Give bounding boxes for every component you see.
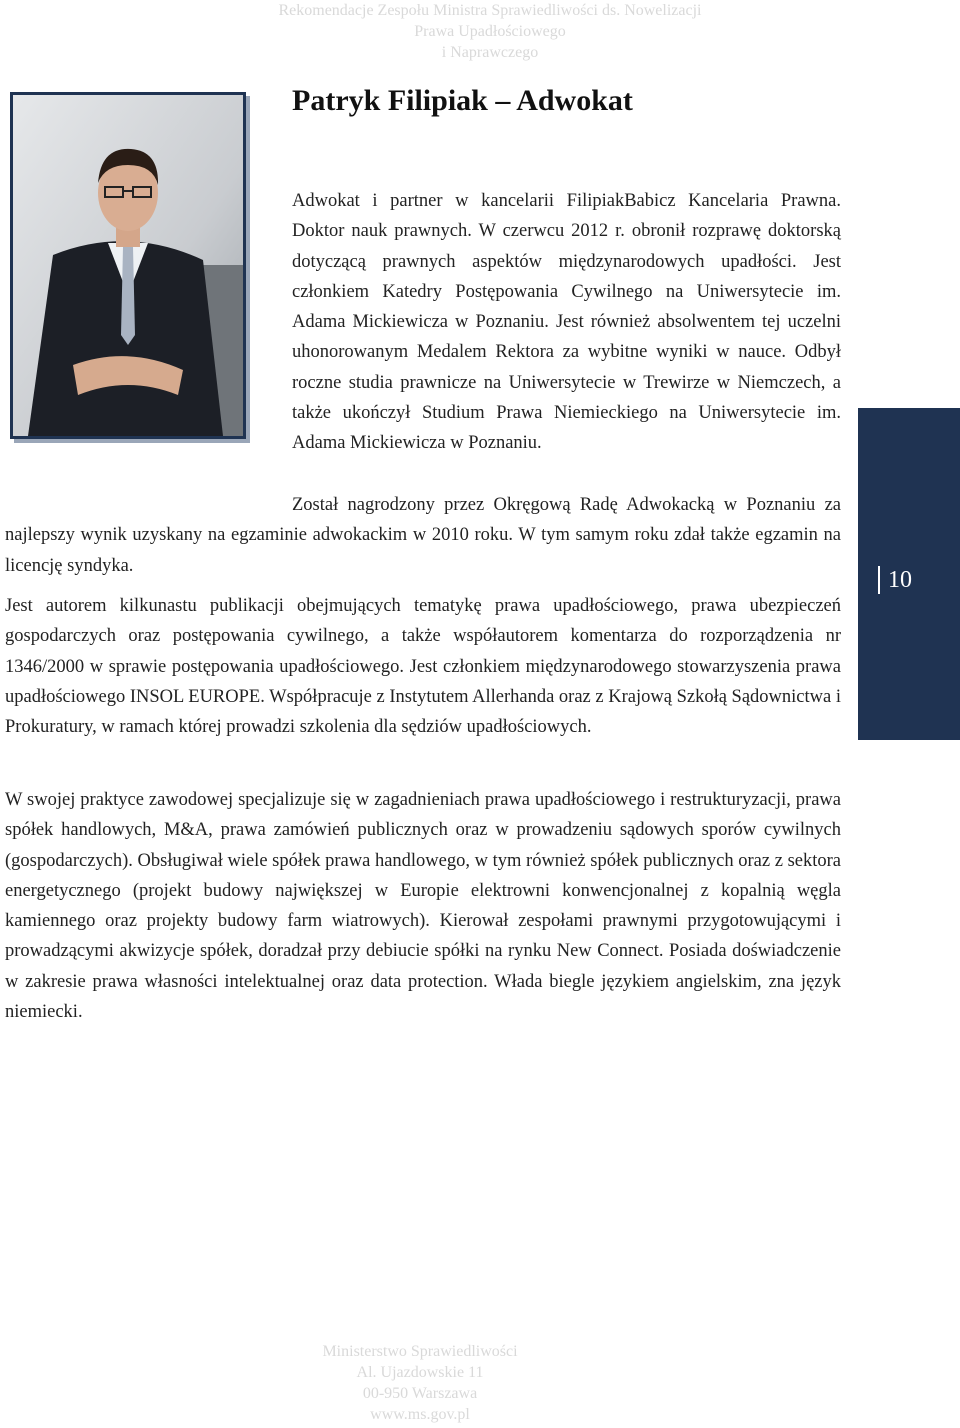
bio-paragraph-publications: Jest autorem kilkunastu publikacji obejmujących tematykę prawa upadłościowego, prawa ubezpieczeń gospodarczych oraz postępowania cywilnego, a także współautorem komentarza do rozporządzenia nr 1346/2000 w sprawie postępowania upadłościowego. Jest członkiem międzynarodowego stowarzyszenia prawa upadłościowego INSOL EUROPE. Współpracuje z Instytutem Allerhanda oraz z Krajową Szkołą Sądownictwa i Prokuratury, w ramach której prowadzi szkolenia dla sędziów upadłościowych. <box>5 596 841 738</box>
footer-line-1: Ministerstwo Sprawiedliwości <box>322 1343 518 1360</box>
footer-line-2: Al. Ujazdowskie 11 <box>356 1364 484 1381</box>
bio-paragraph-intro: Adwokat i partner w kancelarii FilipiakBabicz Kancelaria Prawna. Doktor nauk prawnych. W czerwcu 2012 r. obronił rozprawę doktorską dotyczącą prawnych aspektów międzynarodowych upadłości. Jest członkiem Katedry Postępowania Cywilnego na Uniwersytecie im. Adama Mickiewicza w Poznaniu. Jest również absolwentem tej uczelni uhonorowanym Medalem Rektora za wybitne wyniki w nauce. Odbył roczne studia prawnicze na Uniwersytecie w Trewirze w Niemczech, a także ukończył Studium Prawa Niemieckiego na Uniwersytecie im. Adama Mickiewicza w Poznaniu. <box>292 191 841 454</box>
bio-paragraph-practice: W swojej praktyce zawodowej specjalizuje się w zagadnieniach prawa upadłościowego i restrukturyzacji, prawa spółek handlowych, M&A, prawa zamówień publicznych oraz w prowadzeniu sądowych sporów cywilnych (gospodarczych). Obsługiwał wiele spółek prawa handlowego, w tym również spółek publicznych oraz z sektora energetycznego (projekt budowy największej w Europie elektrowni konwencjonalnej z kopalnią węgla kamiennego oraz projekty budowy farm wiatrowych). Kierował zespołami prawnymi przygotowującymi i prowadzącymi akwizycje spółek, doradzał przy debiucie spółki na rynku New Connect. Posiada doświadczenie w zakresie prawa własności intelektualnej oraz data protection. Włada biegle językiem angielskim, zna język niemiecki. <box>5 790 841 1023</box>
page-number: 10 <box>878 566 912 594</box>
portrait-image <box>13 95 243 436</box>
footer-line-3: 00-950 Warszawa <box>362 1385 478 1402</box>
portrait-photo <box>10 92 246 439</box>
bio-paragraph-continuation-text: Został nagrodzony przez Okręgową Radę Adwokacką w Poznaniu za najlepszy wynik uzyskany na egzaminie adwokackim w 2010 roku. W tym samym roku zdał także egzamin na licencję syndyka. <box>5 495 841 576</box>
page-title: Patryk Filipiak – Adwokat <box>292 84 633 117</box>
footer-line-4: www.ms.gov.pl <box>370 1406 470 1423</box>
header-line-2: Prawa Upadłościowego <box>414 23 566 40</box>
header-line-1: Rekomendacje Zespołu Ministra Sprawiedliwości ds. Nowelizacji <box>278 2 702 19</box>
bio-paragraph-continuation <box>5 490 841 581</box>
page-footer <box>260 1341 580 1425</box>
header-line-3: i Naprawczego <box>441 44 539 61</box>
page-header <box>160 0 820 63</box>
